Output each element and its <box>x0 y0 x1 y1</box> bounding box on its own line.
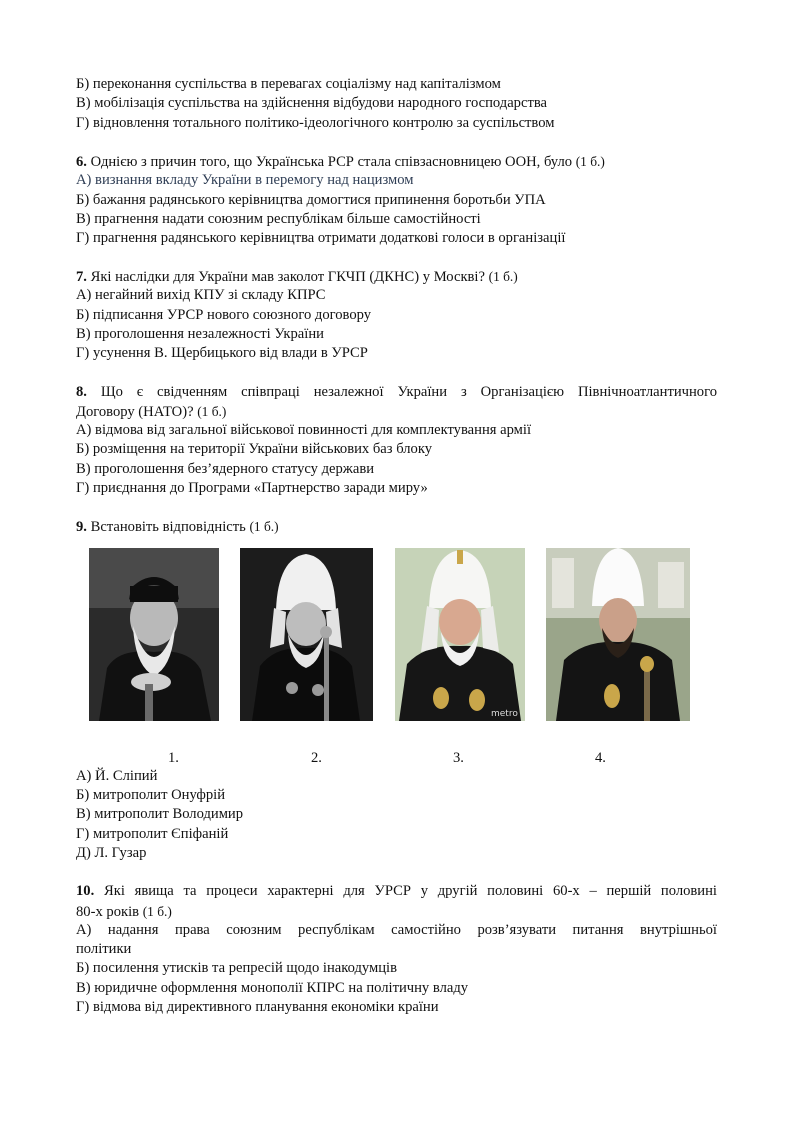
portrait-photo-2 <box>240 548 373 721</box>
portrait-photo-1 <box>89 548 219 721</box>
q7-option-a: А) негайний вихід КПУ зі складу КПРС <box>76 287 326 303</box>
question-text: Які наслідки для України мав заколот ГКЧП (ДКНС) у Москві? <box>86 269 489 285</box>
photo-caption-1: 1. <box>168 750 179 766</box>
prev-option-b: Б) переконання суспільства в перевагах соціалізму над капіталізмом <box>76 76 501 92</box>
photo-caption-4: 4. <box>595 750 606 766</box>
q8-option-b: Б) розміщення на території України військових баз блоку <box>76 441 433 457</box>
q8-option-a: А) відмова від загальної військової повинності для комплектування армії <box>76 422 532 438</box>
q10-option-v: В) юридичне оформлення монополії КПРС на політичну владу <box>76 980 469 996</box>
question-text: Однією з причин того, що Українська РСР стала співзасновницею ООН, було <box>86 154 576 170</box>
prev-option-g: Г) відновлення тотального політико-ідеологічного контролю за суспільством <box>76 115 555 131</box>
question-10 <box>76 882 717 901</box>
q7-option-v: В) проголошення незалежності України <box>76 326 324 342</box>
question-number: 7. <box>76 269 87 285</box>
question-text: Договору (НАТО)? <box>76 404 198 420</box>
q7-option-g: Г) усунення В. Щербицького від влади в УРСР <box>76 345 368 361</box>
question-6 <box>76 152 605 172</box>
portrait-photo-4 <box>546 548 690 721</box>
q10-option-a-cont: політики <box>76 941 132 957</box>
q9-option-g: Г) митрополит Єпіфаній <box>76 826 229 842</box>
question-8-cont <box>76 402 226 422</box>
question-text: Які явища та процеси характерні для УРСР у другій половині 60-х – першій половині <box>94 883 717 899</box>
question-number: 10. <box>76 883 95 899</box>
question-points: (1 б.) <box>142 904 172 919</box>
question-points: (1 б.) <box>575 154 605 169</box>
question-points: (1 б.) <box>249 519 279 534</box>
question-number: 6. <box>76 154 87 170</box>
q6-option-a: А) визнання вкладу України в перемогу над нацизмом <box>76 172 414 188</box>
photo-caption-2: 2. <box>311 750 322 766</box>
q8-option-g: Г) приєднання до Програми «Партнерство заради миру» <box>76 480 428 496</box>
prev-option-v: В) мобілізація суспільства на здійснення відбудови народного господарства <box>76 95 547 111</box>
q9-option-d: Д) Л. Гузар <box>76 845 147 861</box>
question-text: Що є свідченням співпраці незалежної України з Організацією Північноатлантичного <box>86 384 717 400</box>
question-number: 8. <box>76 384 87 400</box>
q6-option-g: Г) прагнення радянського керівництва отримати додаткові голоси в організації <box>76 230 566 246</box>
q10-option-b: Б) посилення утисків та репресій щодо інакодумців <box>76 960 397 976</box>
q9-option-b: Б) митрополит Онуфрій <box>76 787 226 803</box>
photo-watermark: metro <box>491 709 518 719</box>
photo-caption-3: 3. <box>453 750 464 766</box>
q9-option-v: В) митрополит Володимир <box>76 806 244 822</box>
question-number: 9. <box>76 519 87 535</box>
question-text: 80-х років <box>76 904 143 920</box>
question-points: (1 б.) <box>488 269 518 284</box>
portrait-photo-3 <box>395 548 525 721</box>
question-points: (1 б.) <box>197 404 227 419</box>
question-8 <box>76 383 717 402</box>
q10-option-a: А) надання права союзним республікам самостійно розв’язувати питання внутрішньої <box>76 922 717 938</box>
q9-option-a: А) Й. Сліпий <box>76 768 158 784</box>
q6-option-b: Б) бажання радянського керівництва домогтися припинення боротьби УПА <box>76 192 546 208</box>
question-text: Встановіть відповідність <box>86 519 250 535</box>
question-10-cont <box>76 902 172 922</box>
q6-option-v: В) прагнення надати союзним республікам більше самостійності <box>76 211 481 227</box>
question-7 <box>76 267 518 287</box>
q7-option-b: Б) підписання УРСР нового союзного договору <box>76 307 372 323</box>
question-9 <box>76 517 279 537</box>
q10-option-g: Г) відмова від директивного планування економіки країни <box>76 999 439 1015</box>
q8-option-v: В) проголошення без’ядерного статусу держави <box>76 461 375 477</box>
